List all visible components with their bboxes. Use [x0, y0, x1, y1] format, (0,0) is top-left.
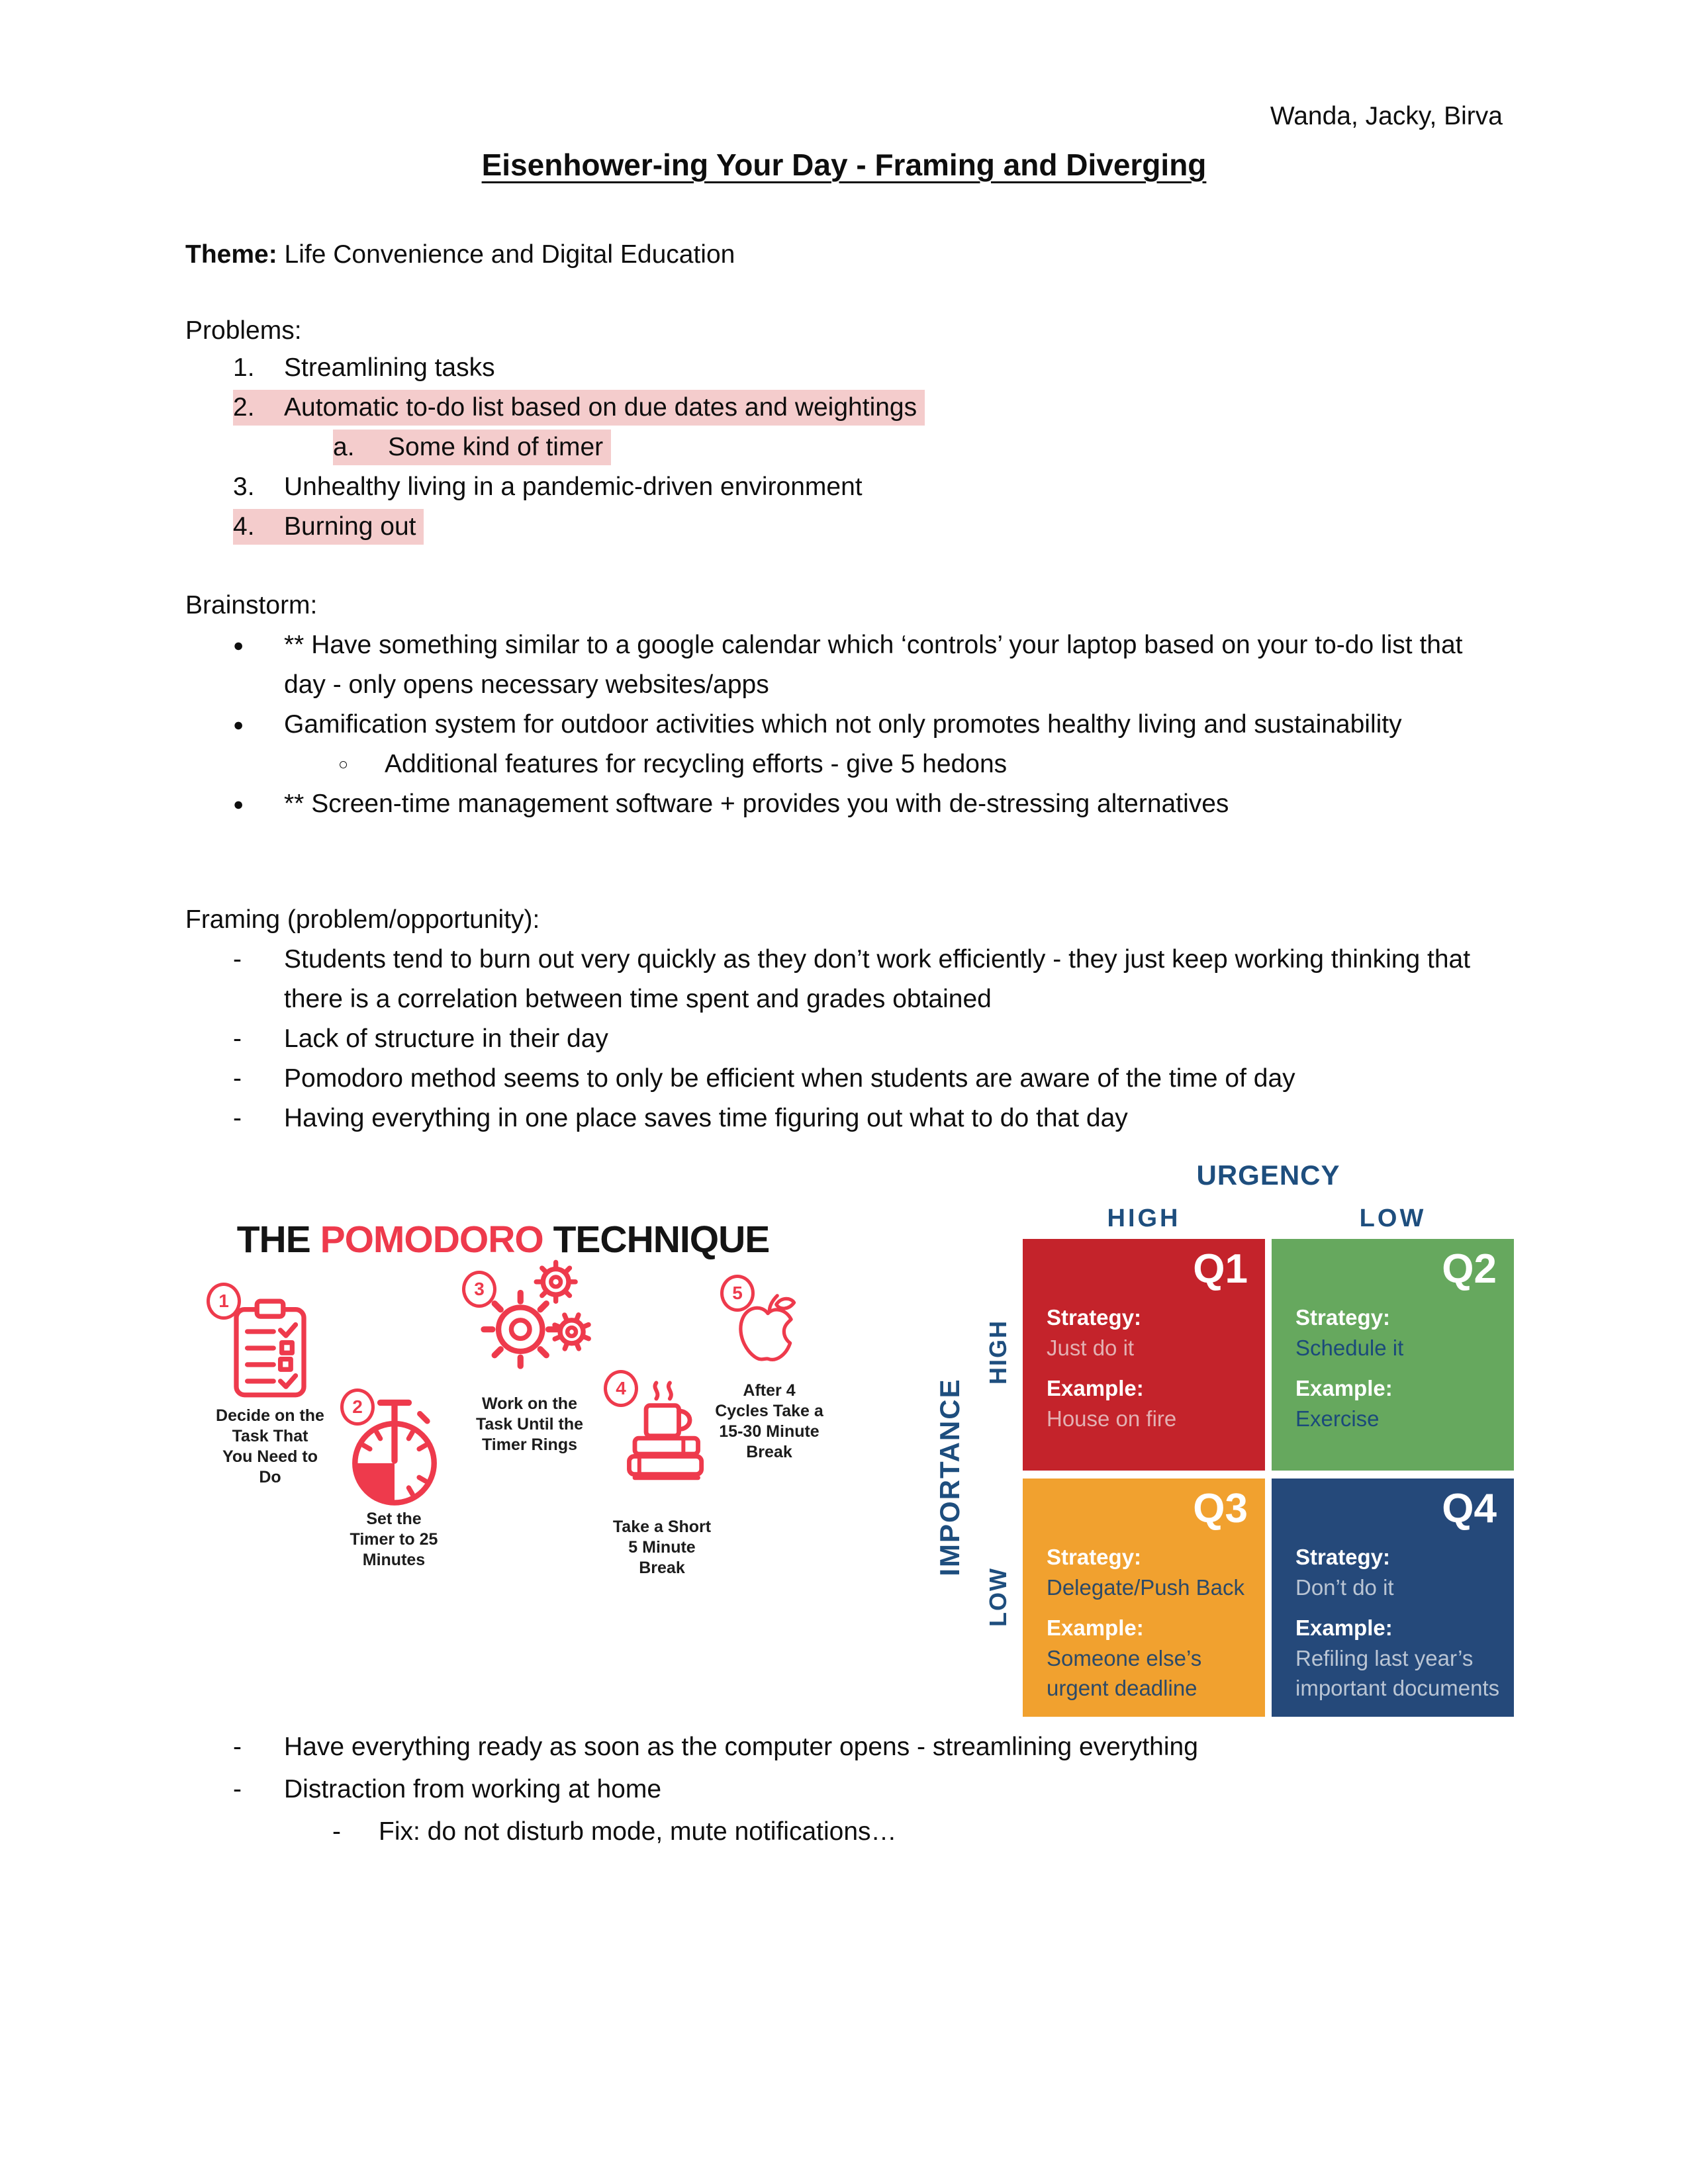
list-item — [233, 1726, 1198, 1768]
quadrant-badge: Q4 — [1442, 1486, 1497, 1531]
example-label: Example: — [1047, 1615, 1144, 1640]
list-item — [233, 940, 1505, 1019]
list-marker: 4. — [233, 512, 255, 541]
example-value: Someone else’s urgent deadline — [1047, 1646, 1202, 1700]
pomodoro-title-the: THE — [236, 1218, 320, 1261]
step-caption — [197, 1406, 343, 1488]
step-number-badge: 1 — [207, 1283, 241, 1320]
list-item — [185, 348, 925, 388]
quadrant-badge: Q3 — [1193, 1486, 1248, 1531]
list-item — [185, 467, 925, 507]
bullet-icon: ● — [233, 794, 244, 814]
example-value: Exercise — [1295, 1406, 1380, 1431]
caption-line: Break — [639, 1559, 685, 1577]
example-label: Example: — [1047, 1376, 1144, 1400]
urgency-low-label: LOW — [1359, 1205, 1427, 1232]
example-value: House on fire — [1047, 1406, 1177, 1431]
list-marker: 1. — [233, 353, 255, 382]
importance-low-label: LOW — [984, 1567, 1011, 1627]
caption-line: After 4 — [743, 1381, 796, 1400]
caption-line: Timer Rings — [481, 1435, 578, 1454]
clipboard-icon — [232, 1298, 308, 1399]
list-item — [233, 1768, 1198, 1811]
eisenhower-matrix — [914, 1152, 1549, 1727]
urgency-axis-label: URGENCY — [1196, 1160, 1340, 1191]
step-caption — [589, 1517, 735, 1578]
problems-heading: Problems: — [185, 316, 302, 345]
strategy-value: Delegate/Push Back — [1047, 1575, 1245, 1600]
page-title — [0, 147, 1688, 183]
step-number-badge: 4 — [604, 1370, 638, 1407]
caption-line: Do — [259, 1468, 281, 1486]
quadrant-q2 — [1272, 1239, 1514, 1471]
pomodoro-infographic — [192, 1218, 823, 1621]
list-item — [233, 625, 1505, 705]
list-item — [185, 388, 925, 428]
theme-label: Theme: — [185, 240, 277, 269]
caption-line: Task That — [232, 1427, 308, 1445]
list-marker: a. — [333, 433, 355, 461]
list-text: Fix: do not disturb mode, mute notifications… — [379, 1817, 897, 1846]
strategy-label: Strategy: — [1295, 1545, 1391, 1569]
list-item — [233, 1059, 1505, 1099]
caption-line: You Need to — [222, 1447, 318, 1466]
highlighted-content — [333, 430, 611, 465]
list-text: Unhealthy living in a pandemic-driven environment — [284, 473, 863, 501]
caption-line: Minutes — [362, 1551, 426, 1569]
brainstorm-heading: Brainstorm: — [185, 591, 318, 619]
caption-line: Decide on the — [216, 1406, 324, 1425]
highlighted-content — [233, 509, 424, 545]
dash-marker: - — [233, 1733, 242, 1761]
problems-list — [185, 348, 925, 547]
example-label: Example: — [1295, 1376, 1393, 1400]
list-text: Burning out — [284, 512, 416, 541]
caption-line: Work on the — [482, 1394, 577, 1413]
example-value: Refiling last year’s important documents — [1295, 1646, 1500, 1700]
author-names: Wanda, Jacky, Birva — [1270, 102, 1503, 130]
pomodoro-title — [192, 1218, 814, 1261]
quadrant-q3 — [1023, 1479, 1265, 1717]
importance-high-label: HIGH — [984, 1320, 1011, 1385]
dash-marker: - — [332, 1817, 341, 1846]
quadrant-q1 — [1023, 1239, 1265, 1471]
dash-marker: - — [233, 1024, 242, 1053]
dash-marker: - — [233, 1064, 242, 1093]
strategy-label: Strategy: — [1047, 1305, 1142, 1330]
caption-line: Set the — [366, 1510, 422, 1528]
notes-list — [185, 1726, 1198, 1853]
caption-line: Take a Short — [612, 1518, 712, 1536]
step-caption — [457, 1394, 602, 1455]
list-item — [332, 1811, 1198, 1853]
list-item — [185, 428, 925, 467]
theme-text: Life Convenience and Digital Education — [277, 240, 735, 269]
caption-line: Timer to 25 — [350, 1530, 438, 1549]
quadrant-badge: Q1 — [1193, 1246, 1248, 1292]
list-item — [233, 1099, 1505, 1138]
caption-line: Cycles Take a — [715, 1402, 823, 1420]
brainstorm-list — [185, 625, 1505, 824]
step-caption — [696, 1381, 842, 1463]
apple-icon — [731, 1279, 805, 1378]
strategy-value: Schedule it — [1295, 1336, 1404, 1360]
dash-marker: - — [233, 1104, 242, 1132]
list-text: Distraction from working at home — [284, 1775, 662, 1803]
urgency-high-label: HIGH — [1107, 1205, 1181, 1232]
list-text: Automatic to-do list based on due dates and weightings — [284, 393, 917, 422]
step-number-badge: 5 — [720, 1275, 755, 1312]
framing-list — [185, 940, 1505, 1138]
strategy-value: Don’t do it — [1295, 1575, 1394, 1600]
list-text: ** Have something similar to a google calendar which ‘controls’ your laptop based on your to-do list that day - only opens necessary websites/apps — [284, 631, 1463, 699]
pomodoro-title-technique: TECHNIQUE — [543, 1218, 770, 1261]
dash-marker: - — [233, 1775, 242, 1803]
list-item — [233, 1019, 1505, 1059]
gears-icon — [473, 1257, 595, 1373]
list-item — [185, 507, 925, 547]
pomodoro-title-pomodoro: POMODORO — [320, 1218, 543, 1261]
caption-line: Task Until the — [475, 1415, 584, 1433]
list-marker: 3. — [233, 473, 255, 501]
importance-axis-label: IMPORTANCE — [934, 1378, 965, 1576]
caption-line: Break — [746, 1443, 792, 1461]
list-item-content — [233, 469, 863, 505]
list-text: Gamification system for outdoor activities which not only promotes healthy living and sustainability — [284, 710, 1402, 739]
step-caption — [321, 1509, 467, 1570]
stopwatch-icon — [348, 1396, 441, 1509]
caption-line: 15-30 Minute — [719, 1422, 820, 1441]
list-text: Streamlining tasks — [284, 353, 495, 382]
strategy-label: Strategy: — [1295, 1305, 1391, 1330]
quadrant-badge: Q2 — [1442, 1246, 1497, 1292]
list-text: Pomodoro method seems to only be efficient when students are aware of the time of day — [284, 1064, 1295, 1093]
list-item — [233, 784, 1505, 824]
page-title-text: Eisenhower-ing Your Day - Framing and Diverging — [481, 148, 1207, 182]
hollow-bullet-icon: ○ — [338, 755, 349, 774]
step-number-badge: 2 — [340, 1388, 375, 1426]
step-number-badge: 3 — [462, 1271, 496, 1308]
list-text: Additional features for recycling efforts - give 5 hedons — [385, 750, 1008, 778]
list-text: Students tend to burn out very quickly as they don’t work efficiently - they just keep working thinking that there is a correlation between time spent and grades obtained — [284, 945, 1471, 1013]
list-item — [233, 705, 1505, 745]
list-marker: 2. — [233, 393, 255, 422]
strategy-value: Just do it — [1047, 1336, 1135, 1360]
list-text: Some kind of timer — [388, 433, 604, 461]
list-item-content — [233, 350, 495, 386]
caption-line: 5 Minute — [628, 1538, 696, 1557]
list-text: Have everything ready as soon as the computer opens - streamlining everything — [284, 1733, 1198, 1761]
list-text: Having everything in one place saves time figuring out what to do that day — [284, 1104, 1128, 1132]
matrix-grid — [1023, 1239, 1514, 1717]
quadrant-q4 — [1272, 1479, 1514, 1717]
bullet-icon: ● — [233, 635, 244, 655]
list-item — [338, 745, 1505, 784]
example-label: Example: — [1295, 1615, 1393, 1640]
bullet-icon: ● — [233, 715, 244, 735]
framing-heading: Framing (problem/opportunity): — [185, 905, 540, 934]
theme-line — [185, 235, 735, 275]
strategy-label: Strategy: — [1047, 1545, 1142, 1569]
list-text: ** Screen-time management software + provides you with de-stressing alternatives — [284, 790, 1229, 818]
list-text: Lack of structure in their day — [284, 1024, 608, 1053]
dash-marker: - — [233, 945, 242, 974]
highlighted-content — [233, 390, 925, 426]
